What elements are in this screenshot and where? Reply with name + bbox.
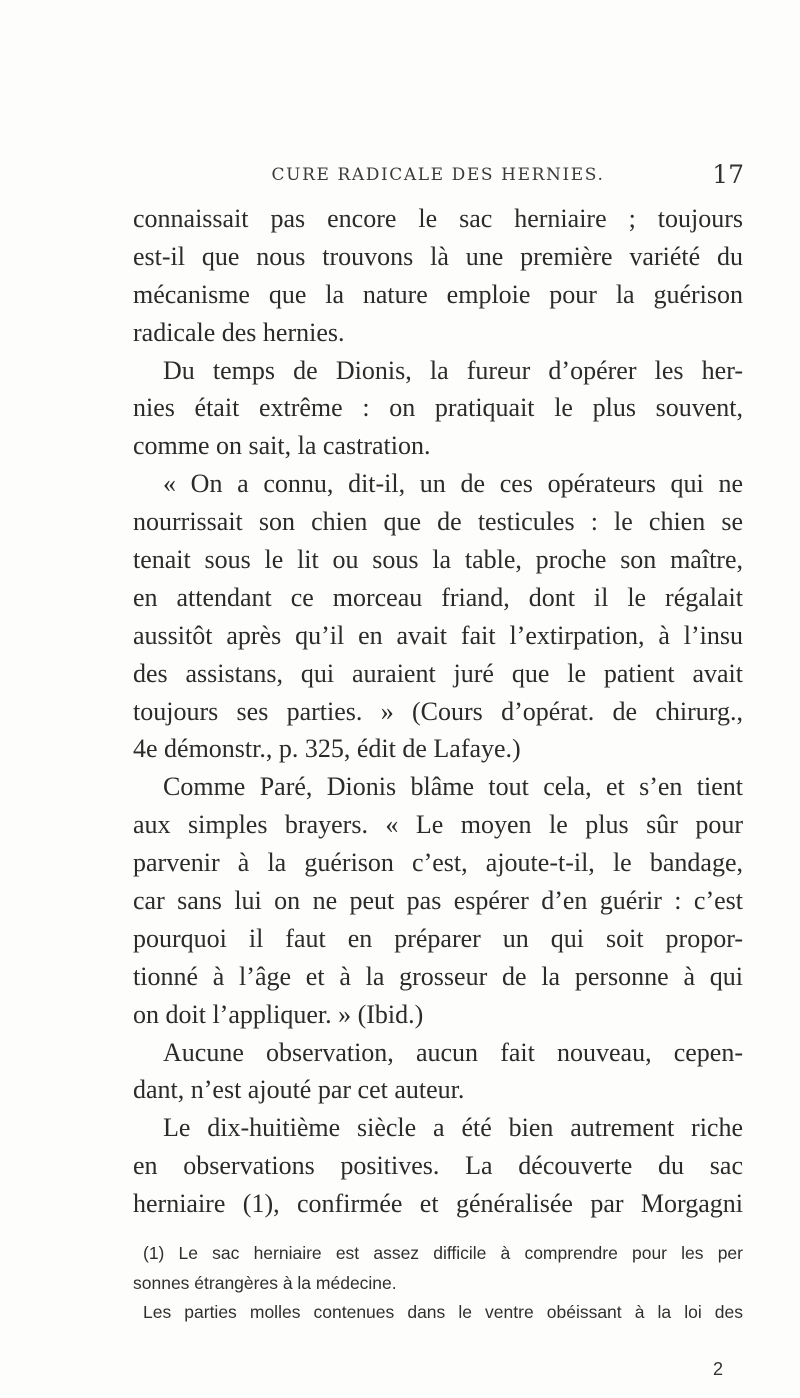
text-line: nourrissait son chien que de testicules : le chien se: [133, 507, 743, 537]
text-line: Aucune observation, aucun fait nouveau, cepen-: [163, 1037, 743, 1067]
footnote-line: (1) Le sac herniaire est assez difficile à comprendre pour les per: [143, 1243, 743, 1263]
text-line: car sans lui on ne peut pas espérer d’en guérir : c’est: [133, 886, 743, 916]
body-text: [133, 200, 743, 1223]
text-line: dant, n’est ajouté par cet auteur.: [133, 1075, 465, 1105]
text-line: Du temps de Dionis, la fureur d’opérer les her-: [163, 355, 743, 385]
text-line: 4e démonstr., p. 325, édit de Lafaye.): [133, 734, 521, 764]
footnote-line: Les parties molles contenues dans le ventre obéissant à la loi des: [143, 1302, 743, 1322]
text-line: en observations positives. La découverte du sac: [133, 1151, 743, 1181]
text-line: on doit l’appliquer. » (Ibid.): [133, 999, 424, 1029]
footnotes: [133, 1239, 743, 1328]
text-line: aussitôt après qu’il en avait fait l’extirpation, à l’insu: [133, 620, 743, 650]
text-line: tionné à l’âge et à la grosseur de la personne à qui: [133, 961, 743, 991]
text-line: est-il que nous trouvons là une première variété du: [133, 241, 743, 271]
text-line: comme on sait, la castration.: [133, 431, 431, 461]
text-line: radicale des hernies.: [133, 317, 345, 347]
text-line: parvenir à la guérison c’est, ajoute-t-il, le bandage,: [133, 848, 743, 878]
text-line: tenait sous le lit ou sous la table, proche son maître,: [133, 545, 743, 575]
text-line: des assistans, qui auraient juré que le patient avait: [133, 658, 743, 688]
running-title: CURE RADICALE DES HERNIES.: [271, 165, 605, 185]
signature-mark: 2: [713, 1359, 724, 1379]
footnote-line: sonnes étrangères à la médecine.: [133, 1272, 397, 1293]
text-line: Le dix-huitième siècle a été bien autrement riche: [163, 1113, 743, 1143]
text-line: mécanisme que la nature emploie pour la guérison: [133, 279, 743, 309]
text-line: aux simples brayers. « Le moyen le plus sûr pour: [133, 810, 743, 840]
text-line: toujours ses parties. » (Cours d’opérat. de chirurg.,: [133, 696, 743, 726]
text-line: « On a connu, dit-il, un de ces opérateurs qui ne: [163, 469, 743, 499]
text-line: herniaire (1), confirmée et généralisée par Morgagni: [133, 1189, 743, 1219]
text-line: Comme Paré, Dionis blâme tout cela, et s’en tient: [163, 772, 743, 802]
text-line: pourquoi il faut en préparer un qui soit propor-: [133, 923, 743, 953]
running-head: [132, 160, 744, 190]
page-number: 17: [712, 160, 744, 189]
text-line: en attendant ce morceau friand, dont il le régalait: [133, 582, 743, 612]
text-line: connaissait pas encore le sac herniaire ; toujours: [133, 204, 743, 233]
text-line: nies était extrême : on pratiquait le plus souvent,: [133, 393, 743, 423]
